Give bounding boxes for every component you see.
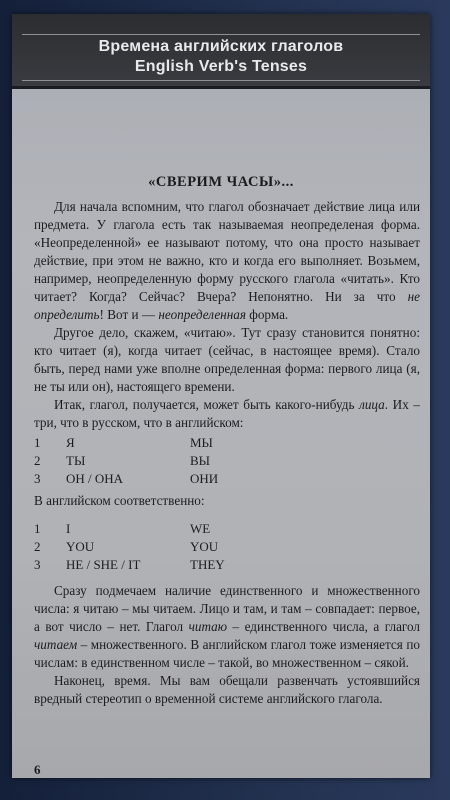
row-number: 2: [34, 539, 41, 554]
row-number: 2: [34, 453, 41, 468]
paragraph-1-text-c: форма.: [245, 307, 289, 322]
pronoun-table-russian: [34, 434, 414, 488]
body-paragraphs-top: [34, 198, 420, 432]
plural-pronoun: THEY: [190, 557, 225, 572]
paragraph-1-emphasis-a: не определить: [34, 289, 420, 322]
table-row: [34, 434, 414, 452]
singular-pronoun: YOU: [66, 539, 95, 554]
table-row: [34, 538, 414, 556]
singular-pronoun: Я: [66, 435, 75, 450]
paragraph-4-text-a: Сразу подмечаем наличие единственного и множественного числа: я читаю – мы читаем. Лицо и там, и там – совпадает: первое, а вот число – нет. Глагол: [34, 583, 420, 634]
paragraph-3: [34, 396, 420, 432]
table-row: [34, 520, 414, 538]
row-number: 1: [34, 521, 41, 536]
header-rule-bottom: [22, 80, 420, 81]
plural-pronoun: ОНИ: [190, 471, 219, 486]
paragraph-3-emphasis: лица: [359, 397, 385, 412]
page-header: [12, 14, 430, 89]
table-row: [34, 470, 414, 488]
plural-pronoun: ВЫ: [190, 453, 211, 468]
paragraph-4-text-c: – множественного. В английском глагол тоже изменяется по числам: в единственном числе – такой, во множественном – сякой.: [34, 637, 420, 670]
row-number: 3: [34, 557, 41, 572]
english-intro: В английском соответственно:: [34, 493, 205, 508]
paragraph-4-text-b: – единственного числа, а глагол: [227, 619, 420, 634]
paragraph-1-emphasis-b: неопределенная: [158, 307, 246, 322]
header-title-english: English Verb's Tenses: [134, 58, 308, 75]
pronoun-table-english: [34, 520, 414, 574]
english-intro-block: [34, 492, 420, 510]
row-number: 1: [34, 435, 41, 450]
book-page: [12, 14, 430, 778]
paragraph-4-emphasis-b: читаем: [34, 637, 78, 652]
paragraph-5: Наконец, время. Мы вам обещали развенчать устоявшийся вредный стереотип о временной системе английского глагола.: [34, 673, 420, 706]
row-number: 3: [34, 471, 41, 486]
page-number: 6: [34, 762, 41, 777]
paragraph-4: [34, 582, 420, 672]
table-row: [34, 452, 414, 470]
header-title-russian: Времена английских глаголов: [98, 38, 344, 55]
header-rule-top: [22, 34, 420, 35]
singular-pronoun: ОН / ОНА: [66, 471, 124, 486]
singular-pronoun: HE / SHE / IT: [66, 557, 141, 572]
body-paragraphs-bottom: [34, 582, 420, 708]
singular-pronoun: ТЫ: [66, 453, 86, 468]
paragraph-2: Другое дело, скажем, «читаю». Тут сразу становится понятно: кто читает (я), когда читает (сейчас, в настоящее время). Стало быть, перед нами уже вполне определенная форма: первого лица (я, не ты или он), настоящего времени.: [34, 325, 420, 394]
singular-pronoun: I: [66, 521, 71, 536]
paragraph-3-text-a: Итак, глагол, получается, может быть какого-нибудь: [54, 397, 360, 412]
table-row: [34, 556, 414, 574]
paragraph-1-text-a: Для начала вспомним, что глагол обозначает действие лица или предмета. У глагола есть так называемая неопределеная форма. «Неопределенной» ее называют потому, что она просто называет действие, при этом не важно, кто и когда его выполняет. Возьмем, например, неопределенную форму русского глагола «читать». Кто читает? Когда? Сейчас? Вчера? Непонятно. Ни за что: [34, 199, 420, 304]
section-title: «СВЕРИМ ЧАСЫ»...: [148, 174, 294, 190]
plural-pronoun: WE: [190, 521, 211, 536]
plural-pronoun: YOU: [190, 539, 219, 554]
paragraph-3-text-b: . Их – три, что в русском, что в английском:: [34, 397, 420, 430]
paragraph-4-emphasis-a: читаю: [188, 619, 228, 634]
paragraph-1-text-b: ! Вот и —: [99, 307, 159, 322]
paragraph-1: [34, 198, 420, 324]
plural-pronoun: МЫ: [190, 435, 213, 450]
